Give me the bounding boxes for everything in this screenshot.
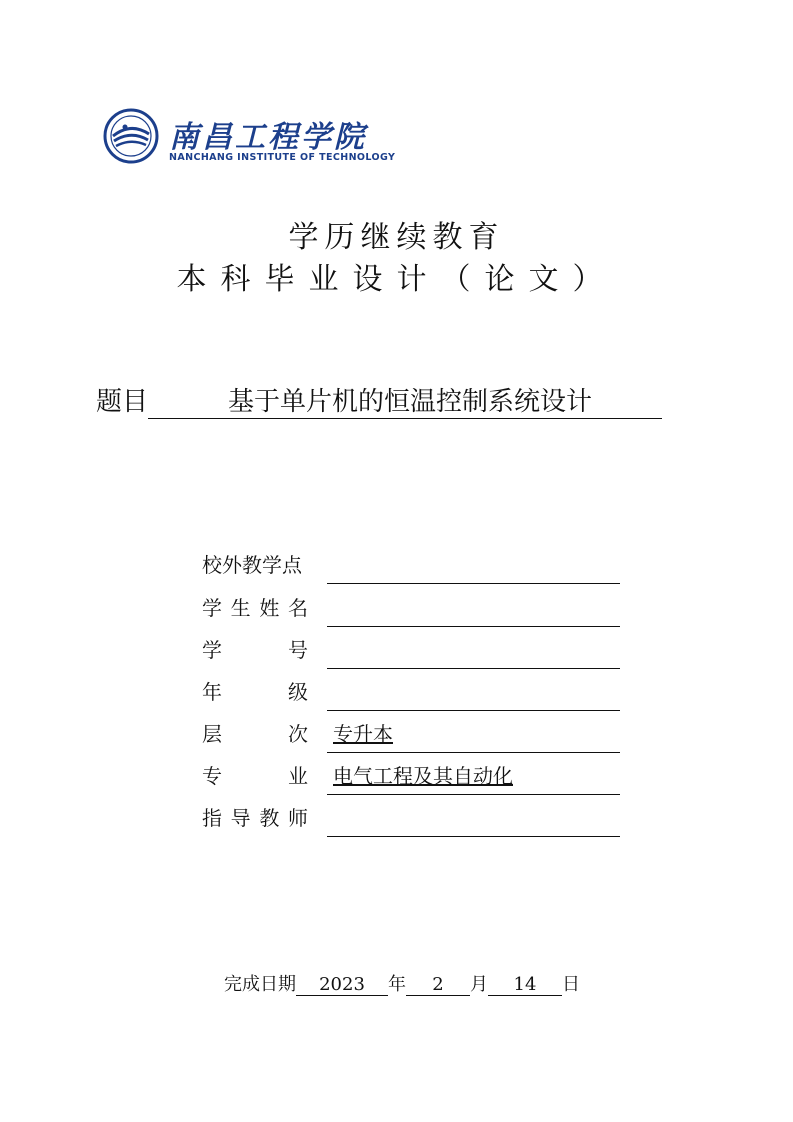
field-label: 学 号: [202, 638, 308, 662]
field-value-line: [327, 594, 620, 627]
school-name-cn: 南昌工程学院: [169, 120, 367, 155]
field-grade: [202, 669, 620, 711]
field-student-id: [202, 627, 620, 669]
school-logo: [103, 108, 396, 168]
field-value-line: [327, 762, 620, 795]
topic-label: 题目: [96, 387, 149, 417]
field-label: 专 业: [202, 764, 308, 788]
level-value: 专升本: [333, 722, 393, 746]
date-year-unit: 年: [388, 974, 406, 995]
school-name-en: NANCHANG INSTITUTE OF TECHNOLOGY: [169, 152, 396, 163]
field-advisor: [202, 795, 620, 837]
field-value-line: [327, 678, 620, 711]
field-label: 学 生 姓 名: [202, 596, 308, 620]
field-teaching-site: [202, 542, 620, 584]
date-month: 2: [406, 974, 470, 996]
field-label: 校外教学点: [202, 553, 302, 577]
major-value: 电气工程及其自动化: [333, 764, 513, 788]
heading-line1: 学历继续教育: [288, 220, 505, 255]
date-day-unit: 日: [562, 974, 580, 995]
field-student-name: [202, 585, 620, 627]
field-label: 年 级: [202, 680, 308, 704]
field-value-line: [327, 636, 620, 669]
school-emblem-icon: [103, 108, 159, 164]
date-year: 2023: [296, 974, 388, 996]
field-major: [202, 753, 620, 795]
field-value-line: [327, 720, 620, 753]
topic-value: 基于单片机的恒温控制系统设计: [148, 381, 662, 419]
completion-date: [224, 970, 580, 996]
date-day: 14: [488, 974, 562, 996]
field-label: 层 次: [202, 722, 308, 746]
date-month-unit: 月: [470, 974, 488, 995]
field-level: [202, 711, 620, 753]
date-label: 完成日期: [224, 974, 296, 995]
topic-row: [96, 381, 662, 419]
field-label: 指 导 教 师: [202, 806, 308, 830]
field-value-line: [327, 804, 620, 837]
heading-line2: 本科毕业设计（论文）: [176, 262, 617, 297]
field-value-line: [327, 551, 620, 584]
